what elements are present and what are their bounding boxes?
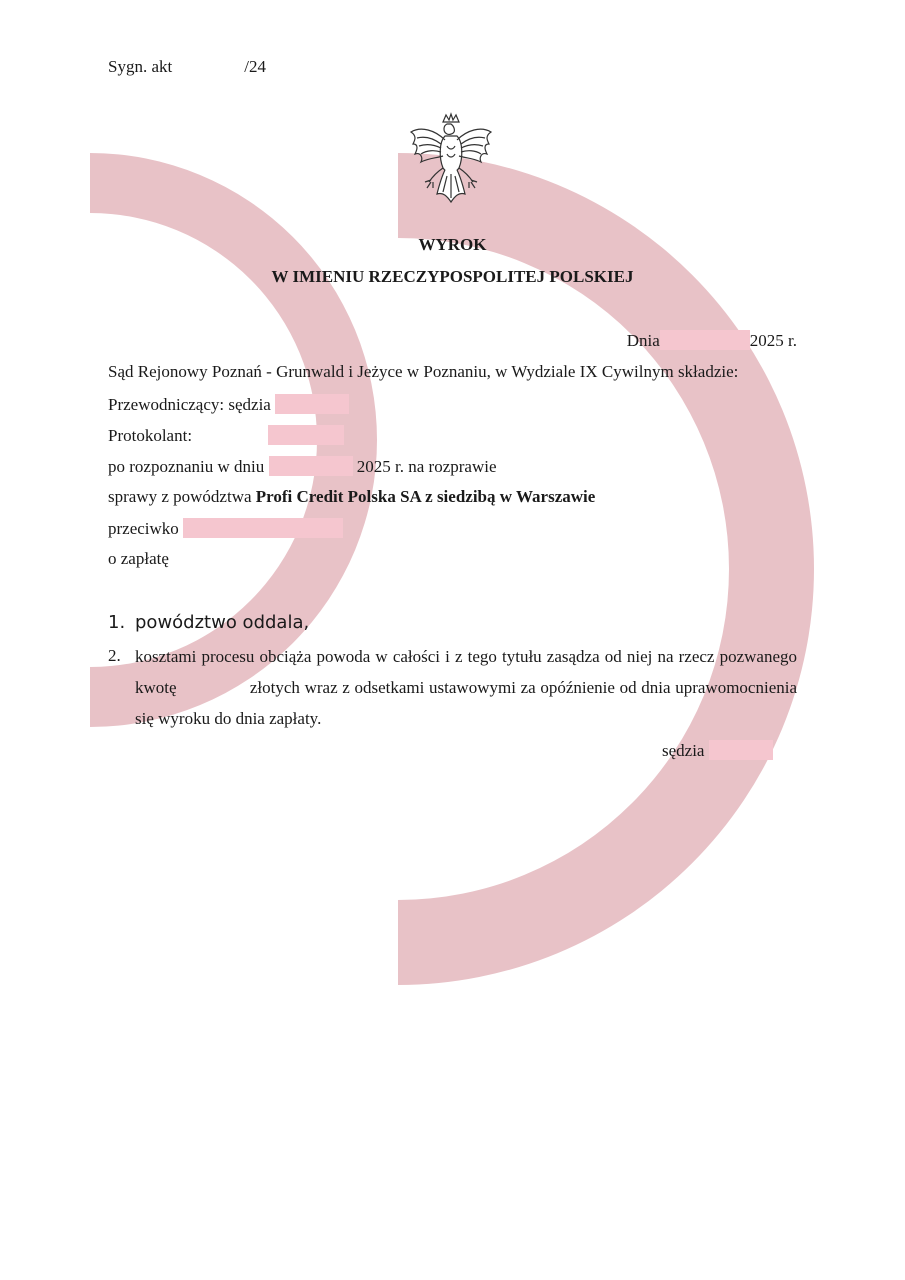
redaction [268,425,344,445]
hearing-line [108,456,497,477]
case-signature-label: Sygn. akt [108,57,173,76]
redaction [709,740,773,760]
clerk-line [108,425,344,446]
redaction [181,677,245,697]
date-label: Dnia [626,331,660,350]
date-suffix: 2025 r. [749,331,797,350]
hearing-suffix: 2025 r. na rozprawie [356,457,497,476]
item-1-text: powództwo oddala, [135,612,310,633]
case-signature-suffix: /24 [244,57,266,76]
case-line [108,487,595,507]
judgment-date [627,330,797,351]
redaction [269,456,353,476]
polish-eagle-emblem [407,112,495,208]
case-prefix: sprawy z powództwa [108,487,252,506]
redaction [172,56,244,76]
clerk-label: Protokolant: [108,426,193,445]
presiding-label: Przewodniczący: sędzia [108,395,271,414]
signature-label: sędzia [662,741,705,760]
judgment-subtitle: W IMIENIU RZECZYPOSPOLITEJ POLSKIEJ [271,267,634,286]
item-2-text-b: złotych wraz z odsetkami ustawowymi za opóźnienie od dnia uprawomocnienia się wyroku do dnia zapłaty. [135,678,798,728]
case-subject: o zapłatę [108,549,169,568]
item-1-number: 1. [108,612,126,633]
hearing-prefix: po rozpoznaniu w dniu [108,457,265,476]
against-label: przeciwko [108,519,179,538]
item-2-number: 2. [108,646,121,665]
case-signature [108,56,266,77]
redaction [183,518,343,538]
item-2-text-a: kosztami procesu obciąża powoda w całości i z tego tytułu zasądza od niej na rzecz pozwanego kwotę [135,647,797,697]
judgment-title: WYROK [418,235,487,254]
signature-line [662,740,773,761]
redaction [275,394,349,414]
plaintiff-name: Profi Credit Polska SA z siedzibą w Warszawie [255,487,596,506]
defendant-line [108,518,343,539]
redaction [660,330,750,350]
item-2-text [135,641,797,734]
court-line: Sąd Rejonowy Poznań - Grunwald i Jeżyce w Poznaniu, w Wydziale IX Cywilnym składzie: [108,362,739,381]
presiding-judge-line [108,394,349,415]
